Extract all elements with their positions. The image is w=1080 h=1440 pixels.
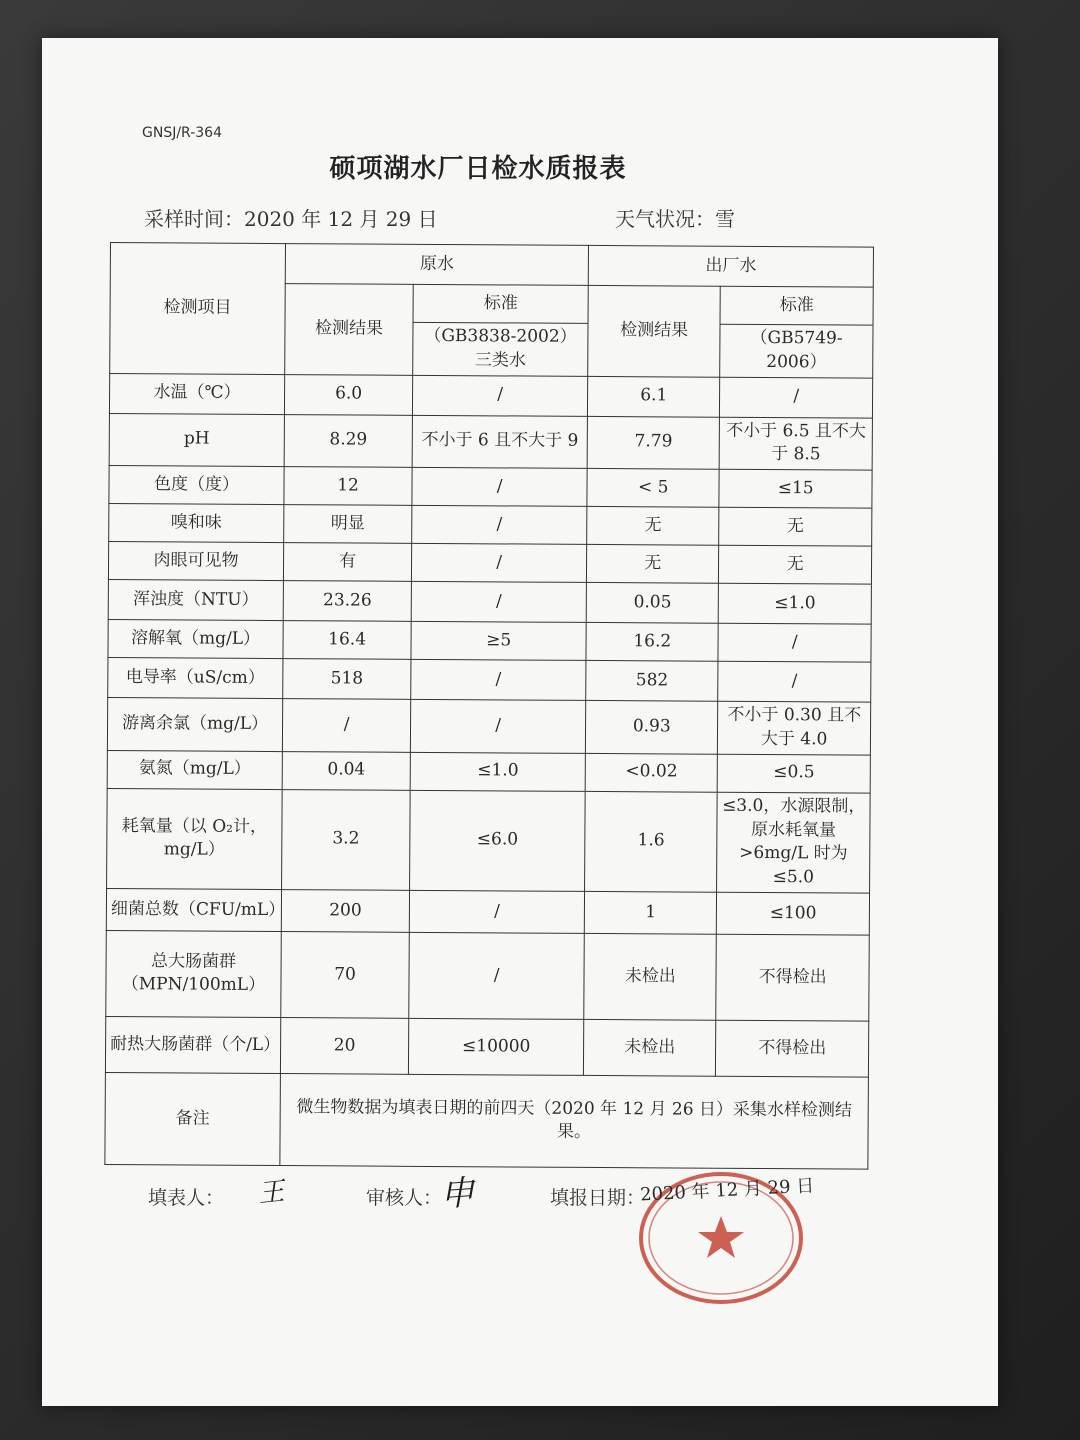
row-item: pH (109, 413, 284, 467)
table-row (108, 658, 871, 703)
row-item: 耐热大肠菌群（个/L） (105, 1016, 280, 1073)
row-item: 氨氮（mg/L） (107, 750, 282, 789)
row-item: 浑浊度（NTU） (108, 580, 283, 621)
row-item: 溶解氧（mg/L） (108, 620, 283, 659)
row-out-standard: ≤100 (717, 892, 870, 935)
row-raw-result: 3.2 (282, 789, 411, 890)
header-raw-standard: 标准 (413, 284, 588, 323)
row-item: 色度（度） (109, 466, 284, 505)
filler-label: 填表人： (148, 1187, 225, 1209)
row-raw-standard: 不小于 6 且不大于 9 (412, 415, 587, 469)
table-row (107, 788, 871, 893)
table-row (108, 580, 871, 625)
row-out-standard: ≤15 (719, 469, 872, 508)
reviewer-label: 审核人： (366, 1187, 443, 1209)
row-out-standard: / (718, 661, 871, 702)
row-out-standard: ≤3.0，水源限制，原水耗氧量>6mg/L 时为≤5.0 (717, 792, 870, 893)
row-raw-standard: ≤10000 (409, 1018, 584, 1075)
header-out-standard: 标准 (720, 286, 873, 325)
row-out-standard: 不得检出 (716, 1020, 869, 1077)
table-row (109, 373, 872, 418)
header-raw-water: 原水 (285, 244, 588, 286)
header-row-1 (110, 243, 873, 288)
row-raw-result: 12 (284, 467, 412, 506)
raw-standard-class: 三类水 (474, 350, 526, 371)
row-out-result: 0.93 (585, 701, 718, 754)
row-item: 耗氧量（以 O₂计，mg/L） (107, 788, 283, 889)
row-raw-standard: ≤6.0 (410, 790, 586, 891)
row-raw-standard: / (409, 932, 584, 1019)
table-row (106, 930, 870, 1021)
row-raw-result: 有 (283, 543, 411, 582)
remark-text: 微生物数据为填表日期的前四天（2020 年 12 月 26 日）采集水样检测结果。 (280, 1074, 869, 1170)
reviewer-signature: 申 (438, 1172, 476, 1216)
row-raw-standard: / (412, 544, 587, 583)
row-out-result: 未检出 (584, 933, 717, 1020)
table-body (105, 243, 874, 1170)
row-out-standard: / (718, 623, 871, 662)
weather-status: 天气状况：雪 (615, 207, 735, 231)
row-raw-standard: / (411, 700, 586, 754)
row-raw-standard: / (411, 660, 586, 701)
report-date-value: 2020 年 12 月 29 日 (639, 1175, 815, 1206)
row-raw-result: 70 (281, 932, 410, 1019)
row-out-result: <0.02 (585, 753, 717, 792)
row-out-result: 1.6 (585, 791, 718, 892)
row-raw-result: 518 (283, 659, 411, 700)
row-raw-result: 20 (280, 1018, 409, 1075)
row-out-result: < 5 (587, 469, 719, 508)
row-out-result: 16.2 (586, 623, 718, 662)
row-out-standard: 不小于 6.5 且不大于 8.5 (719, 417, 872, 471)
row-out-result: 6.1 (588, 376, 720, 417)
row-out-result: 无 (587, 507, 719, 546)
water-quality-table (104, 242, 874, 1170)
row-raw-result: 200 (281, 890, 409, 933)
row-out-standard: 无 (719, 545, 872, 584)
row-out-standard: / (720, 377, 873, 418)
row-raw-standard: / (411, 582, 586, 623)
row-out-standard: ≤0.5 (718, 754, 871, 793)
table-row (109, 413, 872, 470)
table-row (107, 698, 870, 755)
row-out-result: 无 (587, 545, 719, 584)
row-raw-result: 23.26 (283, 581, 411, 622)
row-raw-standard: / (413, 375, 588, 416)
row-item: 游离余氯（mg/L） (107, 698, 282, 752)
row-out-result: 未检出 (584, 1019, 717, 1076)
row-raw-standard: / (412, 468, 587, 507)
row-out-result: 1 (584, 891, 717, 934)
row-out-result: 7.79 (587, 416, 720, 469)
filler-signature: 王 (256, 1176, 286, 1210)
table-row (108, 542, 871, 585)
header-factory-water: 出厂水 (588, 245, 873, 287)
header-out-result: 检测结果 (588, 285, 721, 376)
row-raw-standard: ≤1.0 (410, 752, 585, 791)
row-out-result: 582 (586, 661, 718, 702)
row-item: 嗅和味 (109, 504, 284, 543)
remark-label: 备注 (105, 1072, 281, 1165)
row-raw-standard: / (409, 890, 584, 933)
header-raw-standard-ref (413, 322, 588, 376)
row-raw-result: 明显 (284, 505, 412, 544)
row-item: 水温（℃） (109, 373, 284, 414)
table-row (106, 888, 869, 935)
row-out-standard: 无 (719, 507, 872, 546)
row-item: 细菌总数（CFU/mL） (106, 888, 281, 931)
row-out-standard: ≤1.0 (719, 583, 872, 624)
row-raw-result: 16.4 (283, 621, 411, 660)
table-row (108, 620, 871, 663)
table-row (109, 466, 872, 509)
table-row (107, 750, 870, 793)
row-raw-result: 0.04 (282, 751, 410, 790)
header-out-standard-ref: （GB5749-2006） (720, 324, 873, 378)
row-raw-result: 8.29 (284, 414, 412, 467)
row-raw-result: 6.0 (284, 374, 412, 415)
row-item: 总大肠菌群（MPN/100mL） (106, 930, 281, 1017)
sampling-time: 采样时间：2020 年 12 月 29 日 (144, 207, 438, 231)
row-item: 肉眼可见物 (108, 542, 283, 581)
raw-standard-ref: （GB3838-2002） (424, 325, 577, 347)
row-out-result: 0.05 (586, 583, 718, 624)
header-raw-result: 检测结果 (285, 284, 414, 375)
table-row (109, 504, 872, 547)
report-date-label: 填报日期： (550, 1187, 646, 1209)
document-title: 硕项湖水厂日检水质报表 (329, 154, 627, 184)
document-code: GNSJ/R-364 (142, 125, 222, 141)
row-raw-standard: ≥5 (411, 622, 586, 661)
row-raw-standard: / (412, 506, 587, 545)
row-raw-result: / (282, 699, 410, 752)
row-out-standard: 不得检出 (716, 934, 869, 1021)
table-row (105, 1016, 868, 1077)
row-item: 电导率（uS/cm） (108, 658, 283, 699)
row-out-standard: 不小于 0.30 且不大于 4.0 (718, 701, 871, 755)
header-item: 检测项目 (110, 243, 286, 375)
remark-row (105, 1072, 869, 1169)
